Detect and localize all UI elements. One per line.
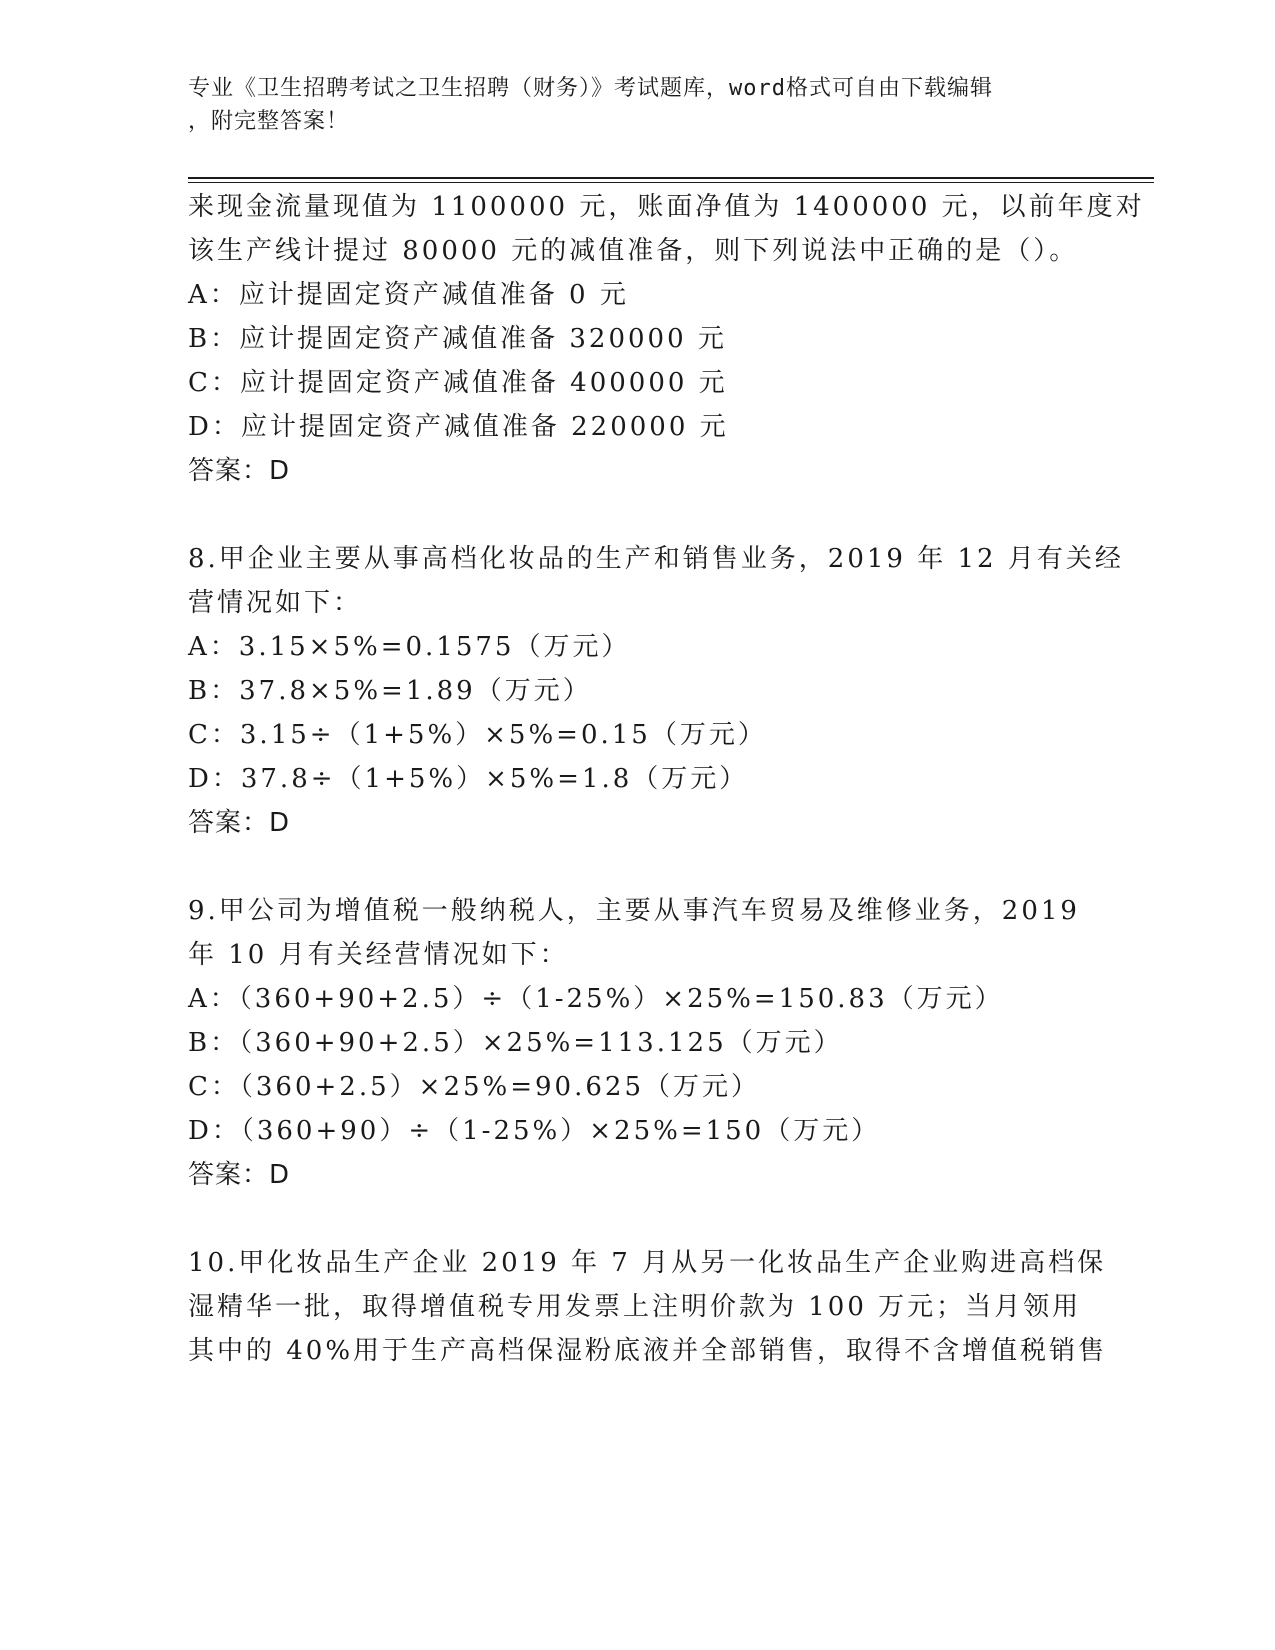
q7-stem-line-2: 该生产线计提过 80000 元的减值准备，则下列说法中正确的是（）。 [188, 236, 1079, 266]
header-divider-thick [188, 177, 1154, 179]
q10-stem-line-2: 湿精华一批，取得增值税专用发票上注明价款为 100 万元；当月领用 [188, 1292, 1082, 1322]
q10-stem-line-1: 10.甲化妆品生产企业 2019 年 7 月从另一化妆品生产企业购进高档保 [188, 1248, 1107, 1278]
q9-answer: 答案：D [188, 1160, 291, 1190]
header-line-2: ，附完整答案！ [188, 109, 350, 134]
q8-option-d: D：37.8÷（1+5%）×5%=1.8（万元） [188, 764, 749, 794]
q9-stem-line-1: 9.甲公司为增值税一般纳税人，主要从事汽车贸易及维修业务，2019 [188, 896, 1080, 926]
q7-answer: 答案：D [188, 456, 291, 486]
q9-option-d: D：（360+90）÷（1-25%）×25%=150（万元） [188, 1116, 881, 1146]
q7-option-a: A：应计提固定资产减值准备 0 元 [188, 280, 629, 310]
q7-option-b: B：应计提固定资产减值准备 320000 元 [188, 324, 727, 354]
q8-option-b: B：37.8×5%=1.89（万元） [188, 676, 592, 706]
q7-stem-line-1: 来现金流量现值为 1100000 元，账面净值为 1400000 元，以前年度对 [188, 192, 1145, 222]
q7-option-c: C：应计提固定资产减值准备 400000 元 [188, 368, 728, 398]
header-line-1: 专业《卫生招聘考试之卫生招聘（财务）》考试题库，word格式可自由下载编辑 [188, 76, 993, 101]
q8-option-a: A：3.15×5%=0.1575（万元） [188, 632, 631, 662]
q8-answer: 答案：D [188, 808, 291, 838]
q9-option-a: A：（360+90+2.5）÷（1-25%）×25%=150.83（万元） [188, 984, 1004, 1014]
q9-option-b: B：（360+90+2.5）×25%=113.125（万元） [188, 1028, 843, 1058]
header-divider-thin [188, 182, 1154, 183]
document-header [188, 72, 1068, 138]
q8-option-c: C：3.15÷（1+5%）×5%=0.15（万元） [188, 720, 767, 750]
q9-option-c: C：（360+2.5）×25%=90.625（万元） [188, 1072, 760, 1102]
q8-stem-line-1: 8.甲企业主要从事高档化妆品的生产和销售业务，2019 年 12 月有关经 [188, 544, 1124, 574]
q9-stem-line-2: 年 10 月有关经营情况如下： [188, 940, 569, 970]
q7-option-d: D：应计提固定资产减值准备 220000 元 [188, 412, 729, 442]
q10-stem-line-3: 其中的 40%用于生产高档保湿粉底液并全部销售，取得不含增值税销售 [188, 1336, 1108, 1366]
q8-stem-line-2: 营情况如下： [188, 588, 363, 618]
